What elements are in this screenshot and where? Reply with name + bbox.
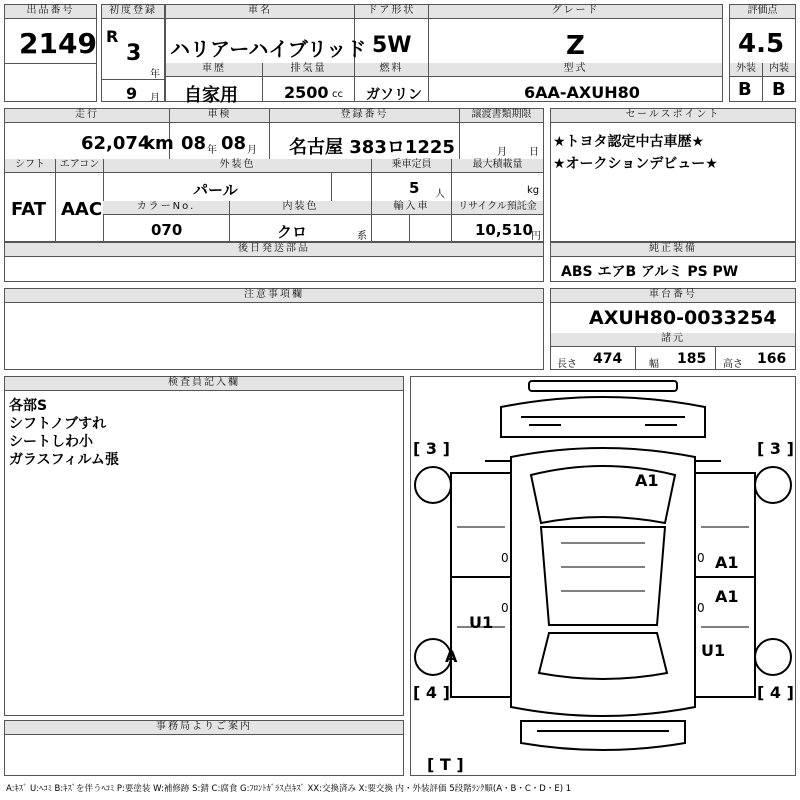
inspector-line-1: 各部S (9, 398, 48, 414)
grade-label: グレード (428, 5, 722, 19)
reg-no-label: 登録番号 (269, 109, 459, 123)
capacity: 5 (409, 179, 420, 197)
mark-right-rear: U1 (701, 641, 726, 660)
mark-bottom-right: [ 4 ] (757, 683, 794, 702)
mark-zero-2: 0 (697, 551, 705, 565)
car-diagram (411, 377, 795, 775)
chassis-number: AXUH80-0033254 (589, 307, 777, 329)
year-unit: 年 (150, 69, 160, 80)
door-type: 5W (372, 33, 412, 58)
length: 474 (593, 351, 623, 367)
inspection-label: 車検 (169, 109, 269, 123)
history-label: 車歴 (166, 63, 262, 77)
color-no-label: カラーNo. (103, 201, 229, 215)
displacement: 2500 (284, 83, 329, 102)
mark-top-right: [ 3 ] (757, 439, 794, 458)
mark-right-door-rear: A1 (715, 587, 739, 606)
car-name: ハリアーハイブリッド (170, 37, 367, 61)
int-color: クロ (277, 223, 308, 241)
ext-color-label: 外装色 (103, 159, 371, 173)
inspector-line-4: ガラスフィルム張 (9, 452, 119, 468)
mark-bottom-left: [ 4 ] (413, 683, 450, 702)
inspection-year: 08 (181, 133, 207, 154)
mileage-unit: km (143, 133, 174, 154)
height-label: 高さ (723, 359, 743, 370)
exterior-label: 外装 (730, 63, 762, 77)
interior-grade: B (772, 79, 786, 100)
era: R (106, 27, 119, 46)
door-label: ドア形状 (354, 5, 428, 19)
width: 185 (677, 351, 707, 367)
displacement-unit: cc (332, 89, 343, 100)
capacity-unit: 人 (435, 189, 445, 200)
registration-number: 名古屋 383ロ1225 (289, 137, 455, 158)
ac-label: エアコン (55, 159, 103, 173)
options-label: 純正装備 (551, 243, 795, 257)
inspector-line-3: シートしわ小 (9, 434, 93, 450)
mark-zero-4: 0 (697, 601, 705, 615)
fuel-label: 燃料 (354, 63, 428, 77)
mark-right-door-front: A1 (715, 553, 739, 572)
notes-label: 注意事項欄 (5, 289, 543, 303)
mark-roof: A1 (635, 471, 659, 490)
recycle-fee: 10,510 (475, 221, 533, 239)
mark-zero-3: 0 (501, 601, 509, 615)
inspector-box (4, 376, 404, 716)
notes-box (4, 288, 544, 370)
shift-label: シフト (5, 159, 55, 173)
transfer-label: 譲渡書類期限 (459, 109, 543, 123)
int-color-unit: 系 (357, 231, 367, 242)
chassis-box (550, 288, 796, 370)
sales-point-1: ★トヨタ認定中古車歴★ (553, 134, 705, 150)
mileage-label: 走行 (5, 109, 169, 123)
ext-color: パール (193, 181, 238, 199)
score-box (729, 4, 796, 102)
inspection-year-unit: 年 (207, 145, 217, 156)
car-name-label: 車名 (166, 5, 354, 19)
width-label: 幅 (649, 359, 659, 370)
grade: Z (566, 31, 585, 61)
mark-left-rear: U1 (469, 613, 494, 632)
chassis-label: 車台番号 (551, 289, 795, 303)
vehicle-detail-box (4, 108, 544, 242)
displacement-label: 排気量 (262, 63, 354, 77)
first-reg-year: 3 (126, 41, 142, 66)
sales-points-label: セールスポイント (551, 109, 795, 123)
exterior-grade: B (738, 79, 752, 100)
max-load-label: 最大積載量 (451, 159, 543, 173)
office-label: 事務局よりご案内 (5, 721, 403, 735)
legend: A:ｷｽﾞ U:ﾍｺﾐ B:ｷｽﾞを伴うﾍｺﾐ P:要塗装 W:補修跡 S:錆 C:腐食 G:ﾌﾛﾝﾄｶﾞﾗｽ点ｷｽﾞ XX:交換済み X:要交換 内・外装評価 5段階ﾗﾝｸ順(A・B・C・D・E) 1 (6, 784, 572, 794)
inspector-label: 検査員記入欄 (5, 377, 403, 391)
score: 4.5 (738, 29, 785, 59)
inspection-month: 08 (221, 133, 247, 154)
office-box (4, 720, 404, 776)
shift: FAT (11, 199, 47, 220)
mark-bottom: [ T ] (427, 755, 464, 774)
lot-number-box (4, 4, 97, 102)
height: 166 (757, 351, 787, 367)
lot-number-label: 出品番号 (5, 5, 96, 19)
lot-number: 2149 (19, 27, 97, 60)
model-label: 型式 (428, 63, 722, 77)
ac: AAC (61, 199, 103, 220)
recycle-label: リサイクル預託金 (451, 201, 543, 215)
mileage: 62,074 (81, 133, 151, 154)
color-no: 070 (151, 221, 183, 239)
max-load-unit: kg (527, 185, 540, 196)
later-parts-label: 後日発送部品 (5, 243, 543, 257)
model: 6AA-AXUH80 (524, 83, 640, 102)
sales-point-2: ★オークションデビュー★ (553, 156, 718, 172)
car-info-box (165, 4, 723, 106)
history: 自家用 (184, 85, 238, 106)
fuel: ガソリン (366, 87, 422, 103)
car-diagram-box (410, 376, 796, 776)
length-label: 長さ (557, 359, 577, 370)
options-text: ABS エアB アルミ PS PW (561, 264, 739, 280)
later-parts-box (4, 242, 544, 282)
mark-zero-1: 0 (501, 551, 509, 565)
inspection-month-unit: 月 (247, 145, 257, 156)
mark-left-wheel: A (445, 647, 458, 666)
first-reg-month: 9 (126, 84, 138, 103)
month-unit: 月 (150, 93, 160, 104)
mark-top-left: [ 3 ] (413, 439, 450, 458)
import-label: 輸入車 (371, 201, 451, 215)
capacity-label: 乗車定員 (371, 159, 451, 173)
transfer-day-unit: 日 (529, 147, 539, 158)
score-label: 評価点 (730, 5, 795, 19)
first-registration-box (101, 4, 165, 102)
recycle-unit: 円 (531, 231, 541, 242)
inspector-line-2: シフトノブすれ (9, 416, 107, 432)
transfer-month-unit: 月 (497, 147, 507, 158)
sales-points-box (550, 108, 796, 242)
options-box (550, 242, 796, 282)
spec-label: 諸元 (551, 333, 795, 347)
interior-label: 内装 (762, 63, 795, 77)
first-registration-label: 初度登録 (102, 5, 164, 19)
int-color-label: 内装色 (229, 201, 371, 215)
